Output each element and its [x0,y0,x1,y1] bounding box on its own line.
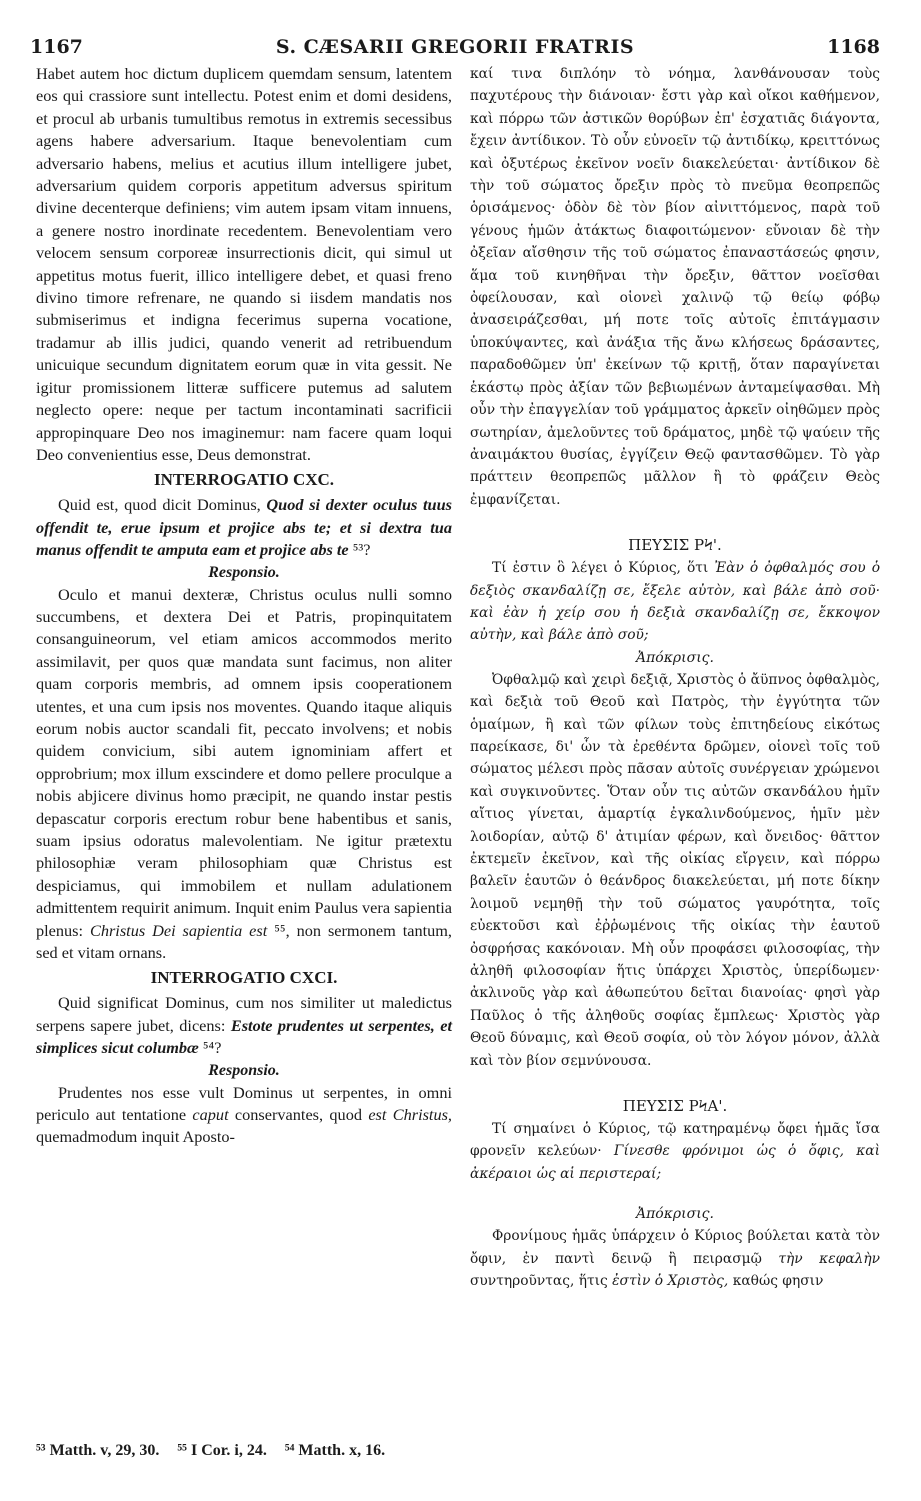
greek-apokrisis-2: Ἀπόκρισις. [636,1206,714,1223]
footnote-54: ⁵⁴ Matth. x, 16. [284,1442,386,1459]
greek-question-190 [470,557,880,647]
footnote-53: ⁵³ Matth. v, 29, 30. [36,1442,160,1459]
running-header [30,36,880,60]
latin-paragraph-2 [36,584,452,965]
answer-text: συντηροῦντας, ἥτις [470,1273,613,1290]
answer-quote: Christus Dei sapientia est [89,920,268,940]
page-title: S. CÆSARII GREGORII FRATRIS [275,36,635,58]
greek-question-191 [470,1118,880,1185]
spacer [470,511,880,533]
latin-responsio-2: Responsio. [208,1061,280,1079]
greek-column [470,63,880,1293]
answer-text: conservantes, quod [228,1105,369,1125]
answer-text: καθώς φησιν [728,1273,824,1290]
answer-italic: τὴν κεφαλὴν [778,1250,880,1267]
latin-heading-191: INTERROGATIO CXCI. [150,968,338,988]
spacer [470,1185,880,1203]
footnotes [36,1442,886,1460]
footnote-55: ⁵⁵ I Cor. i, 24. [177,1442,267,1459]
question-quote: Ἐὰν ὁ ὀφθαλμός σου ὁ δεξιὸς σκανδαλίζῃ σε, ἔξελε αὐτὸν, καὶ βάλε ἀπὸ σοῦ· καὶ ἐὰν ἡ χείρ σου ἡ δεξιὰ σκανδαλίζῃ σε, ἔκκοψον αὐτὴν, καὶ βάλε ἀπὸ σοῦ; [470,560,881,644]
latin-column [36,63,452,1149]
question-text: Τί σημαίνει ὁ Κύριος, τῷ κατηραμένῳ ὄφει ἡμᾶς ἴσα φρονεῖν κελεύων· [470,1121,880,1160]
answer-text: Oculo et manui dexteræ, Christus oculus nulli somno succumbens, et dextera Dei et Patris, propinquitatem consanguineorum, vel etiam amicos accommodos merito assimilavit, per quos quæ mandata sunt facimus, non aliter quam corporis membris, ad omnem ipsis cooperationem utentes, et una cum ipsis nos moventes. Quando itaque aliquis eorum nobis auctor scandali fit, peccato involvens; et nobis quidem convicium, sibi autem ignominiam affert et opprobrium; mox illum exscindere et domo pellere proculque a nobis abjicere divinus homo præcipit, ne quando instar pestis depascatur corporis erectum robur bene habentibus et sanis, suam ipsius odoratus malevolentiam. Ne igitur prætextu philosophiæ veram philosophiam quæ Christus est despiciamus, qui immobilem et nullam adulationem admittentem requirit animum. Inquit enim Paulus vera sapientia plenus: [36,584,452,940]
greek-apokrisis-1: Ἀπόκρισις. [636,649,714,666]
latin-paragraph-1: Habet autem hoc dictum duplicem quemdam sensum, latentem eos qui crassiore sunt intellectu. Potest enim et domi desidens, et procul ab urbanis tumultibus remotus in extremis secessibus agens habere adversarium. Itaque benevolentiam cum adversario habens, melius et acutius illum intelligere jubet, adversarium quidem corporis appetitum adversus spiritum divine decenterque definiens; vim autem ipsam vitam innuens, a genere nostro inordinate recedentem. Benevolentiam vero velocem sensum corporeæ insurrectionis dicit, qui simul ut appetitus motus fuerit, illico intelligere debet, et quasi freno divino timore refrenare, ne quando si iisdem mandatis nos submiserimus et indigna fecerimus superna vocatione, tradamur ab illis judici, quando venerit ad retribuendum unicuique secundum dignitatem eorum quæ in vita gessit. Ne igitur promissionem litteræ sufficere putemus ad salutem neglecto opere: neque per tactum incontaminati sacrificii appropinquare Deo nos imaginemur: nam facere quam loqui Deo convenientius esse, Deus demonstrat. [36,64,452,464]
question-quote: Quod si dexter oculus tuus offendit te, erue ipsum et projice abs te; et si dextra tua manus offendit te amputa eam et projice abs te [36,495,453,560]
question-quote: Estote prudentes ut serpentes, et simplices sicut columbæ [36,1015,452,1058]
question-text: Τί ἐστιν ὃ λέγει ὁ Κύριος, ὅτι [492,560,715,577]
greek-heading-191: ΠΕΥΣΙΣ ΡϞΑ'. [622,1097,728,1116]
question-quote: Γίνεσθε φρόνιμοι ὡς ὁ ὄφις, καὶ ἀκέραιοι ὡς αἱ περιστεραί; [470,1143,880,1182]
greek-paragraph-2: Ὀφθαλμῷ καὶ χειρὶ δεξιᾷ, Χριστὸς ὁ ἄϋπνος ὀφθαλμὸς, καὶ δεξιὰ τοῦ Θεοῦ καὶ Πατρὸς, τὴν ἐγγύτητα τῶν ὁμαίμων, ἢ καὶ τῶν φίλων τοὺς ἐπιτηδείους εἰκότως παρείκασε, δι' ὧν τὰ ἐρεθέντα δρῶμεν, οἱονεὶ τοῖς τοῦ σώματος μέλεσι πρὸς πᾶσαν αὐτοῖς συνέργειαν χρώμενοι καὶ συγκινοῦντες. Ὅταν οὖν τις αὐτῶν σκανδάλου ἡμῖν αἴτιος γίνεται, ἁμαρτίᾳ ἐγκαλινδούμενος, ἡμῖν μὲν λοιδορίαν, αὐτῷ δ' ἀτιμίαν φέρων, καὶ ὄνειδος· θᾶττον ἐκτεμεῖν ἐκεῖνον, καὶ τῆς οἰκίας εἴργειν, καὶ πόρρω βαλεῖν ἑαυτῶν ὁ θεάνδρος διακελεύεται, μή ποτε δίκην λοιμοῦ νεμηθῇ τὴν τοῦ σώματος γαυρότητα, τοῖς εὐεκτοῦσι καὶ ἐῤῥωμένοις τῆς οἰκίας τὴν ἑαυτοῦ ὀσφρήσας κακόνοιαν. Μὴ οὖν προφάσει φιλοσοφίας, τὴν ἀληθῆ φιλοσοφίαν ἥτις ὑπάρχει Χριστὸς, ὑπερίδωμεν· ἀκλινοῦς γὰρ καὶ ἀθωπεύτου δεῖται διανοίας· φησὶ γὰρ Παῦλος ὁ τῆς ἀληθοῦς σοφίας ἔμπλεως· Χριστὸς γὰρ Θεοῦ δύναμις, καὶ Θεοῦ σοφία, οὐ τὸν λόγον μόνον, ἀλλὰ καὶ τὸν βίον σεμνύνουσα. [470,671,880,1069]
greek-heading-190: ΠΕΥΣΙΣ ΡϞ'. [628,536,722,555]
latin-heading-190: INTERROGATIO CXC. [153,470,335,490]
answer-italic: caput [192,1105,229,1125]
question-note: ⁵⁴? [198,1038,222,1058]
greek-paragraph-1: καί τινα διπλόην τὸ νόημα, λανθάνουσαν τοὺς παχυτέρους τὴν διάνοιαν· ἔστι γὰρ καὶ οἴκοι καθήμενον, καὶ πόρρω τῶν ἀστικῶν θορύβων ἐπ' ἐσχατιᾶς διάγοντα, ἔχειν ἀντίδικον. Τὸ οὖν εὐνοεῖν τῷ ἀντιδίκῳ, κρειττόνως καὶ ὀξυτέρως ἐκεῖνον νοεῖν διακελεύεται· ἀντίδικον δὲ τὴν τοῦ σώματος ὄρεξιν πρὸς τὸ πνεῦμα θεοπρεπῶς ὁρισάμενος· ὁδὸν δὲ τὸν βίον αἰνιττόμενος, παρὰ τοῦ γένους ἡμῶν ἀτάκτως διαφοιτώμενον· εὔνοιαν δὲ τὴν ὀξεῖαν αἴσθησιν τῆς τοῦ σώματος ἐπαναστάσεώς φησιν, ἅμα τοῦ κινηθῆναι τὴν ὄρεξιν, θᾶττον νοεῖσθαι ὀφείλουσαν, καὶ οἱονεὶ χαλινῷ τῷ θείῳ φόβῳ ἀνασειράζεσθαι, μή ποτε τοῖς αὐτοῖς ἐπιτάγμασιν ὑποκύψαντες, καὶ ἀνάξια τῆς ἄνω κλήσεως δράσαντες, παραδοθῶμεν ὑπ' ἐκείνων τῷ κριτῇ, ὅταν παραγίνεται ἑκάστῳ πρὸς ἀξίαν τῶν βεβιωμένων ἀνταμείψασθαι. Μὴ οὖν τὴν ἐπαγγελίαν τοῦ γράμματος ἀρκεῖν οἰηθῶμεν πρὸς σωτηρίαν, ἀμελοῦντες τοῦ δράματος, μηδὲ τῷ ψαύειν τῆς ἀναιμάκτου θυσίας, ἐγγίζειν Θεῷ φαντασθῶμεν. Τὸ γὰρ πράττειν θεοπρεπῶς μᾶλλον ἢ τὸ φράζειν Θεὸς ἐμφανίζεται. [470,66,880,508]
answer-text: Φρονίμους ἡμᾶς ὑπάρχειν ὁ Κύριος βούλεται κατὰ τὸν ὄφιν, ἐν παντὶ δεινῷ ἢ πειρασμῷ [470,1228,880,1267]
greek-paragraph-3 [470,1225,880,1292]
answer-italic: ἐστὶν ὁ Χριστὸς, [612,1273,729,1290]
left-page-number: 1167 [30,36,83,58]
answer-text: Prudentes nos esse vult Dominus ut serpentes, in omni periculo aut tentatione [36,1082,452,1125]
latin-question-190 [36,494,452,561]
latin-question-191 [36,992,452,1059]
question-note: ⁵³? [348,540,371,560]
latin-responsio-1: Responsio. [208,563,280,581]
latin-paragraph-3 [36,1082,452,1149]
answer-end: ⁵⁵, non sermonem tantum, sed et vitam ornans. [36,920,452,963]
spacer [470,1072,880,1094]
question-text: Quid est, quod dicit Dominus, [58,495,267,515]
answer-text: quemadmodum inquit Aposto- [36,1127,235,1147]
question-text: Quid significat Dominus, cum nos similiter ut maledictus serpens sapere jubet, dicens: [36,993,452,1035]
answer-italic: est Christus, [368,1105,452,1125]
right-page-number: 1168 [827,36,880,58]
